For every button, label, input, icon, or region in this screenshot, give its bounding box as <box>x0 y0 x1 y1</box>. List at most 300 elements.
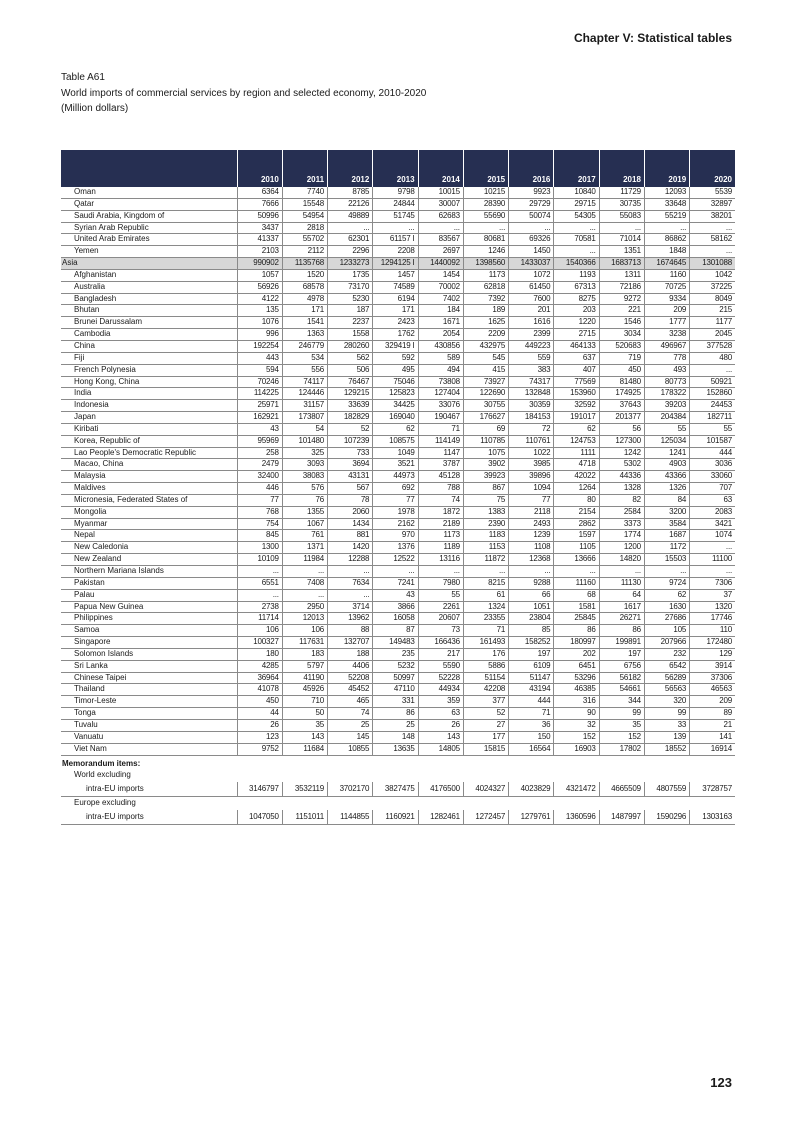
value-cell: 63 <box>418 708 463 720</box>
value-cell: 6194 <box>373 293 418 305</box>
value-cell: 2045 <box>690 329 735 341</box>
table-row <box>61 696 735 708</box>
value-cell: 15815 <box>463 743 508 755</box>
value-cell: 1617 <box>599 601 644 613</box>
value-cell: 1246 <box>463 246 508 258</box>
value-cell: 149483 <box>373 637 418 649</box>
value-cell: 5302 <box>599 459 644 471</box>
value-cell: 183 <box>282 648 327 660</box>
value-cell: 80 <box>554 494 599 506</box>
value-cell: 13962 <box>328 613 373 625</box>
value-cell: 495 <box>373 364 418 376</box>
value-cell: 1581 <box>554 601 599 613</box>
economy-name: Nepal <box>61 530 237 542</box>
value-cell: 11984 <box>282 554 327 566</box>
value-cell: 493 <box>644 364 689 376</box>
value-cell: 1300 <box>237 542 282 554</box>
value-cell: 12013 <box>282 613 327 625</box>
value-cell: 27686 <box>644 613 689 625</box>
value-cell: 184153 <box>509 412 554 424</box>
value-cell: 28390 <box>463 198 508 210</box>
value-cell: 77 <box>509 494 554 506</box>
value-cell: 152 <box>554 731 599 743</box>
value-cell: ... <box>237 589 282 601</box>
economy-name: New Caledonia <box>61 542 237 554</box>
value-cell: 235 <box>373 648 418 660</box>
value-cell: 3787 <box>418 459 463 471</box>
memo-value-cell: 1272457 <box>463 810 508 825</box>
value-cell: 4122 <box>237 293 282 305</box>
value-cell: 1022 <box>509 447 554 459</box>
imports-table <box>61 150 735 825</box>
memo-value-cell: 1282461 <box>418 810 463 825</box>
memo-label-line1: Europe excluding <box>74 798 136 808</box>
value-cell: 192254 <box>237 340 282 352</box>
value-cell: 101480 <box>282 435 327 447</box>
value-cell: 125823 <box>373 388 418 400</box>
value-cell: 188 <box>328 648 373 660</box>
value-cell: 177 <box>463 731 508 743</box>
table-row <box>61 743 735 755</box>
table-caption <box>61 70 426 117</box>
value-cell: 692 <box>373 483 418 495</box>
value-cell: 63 <box>690 494 735 506</box>
value-cell: 70002 <box>418 281 463 293</box>
value-cell: 1520 <box>282 269 327 281</box>
value-cell: 30359 <box>509 400 554 412</box>
value-cell: 71 <box>463 625 508 637</box>
value-cell: 1320 <box>690 601 735 613</box>
table-row <box>61 613 735 625</box>
value-cell: 1233273 <box>328 258 373 270</box>
value-cell: 68 <box>554 589 599 601</box>
economy-name: Solomon Islands <box>61 648 237 660</box>
value-cell: 29729 <box>509 198 554 210</box>
table-row <box>61 293 735 305</box>
value-cell: ... <box>690 566 735 578</box>
value-cell: 1398560 <box>463 258 508 270</box>
table-row <box>61 577 735 589</box>
value-cell: ... <box>599 222 644 234</box>
value-cell: 72 <box>509 423 554 435</box>
value-cell: 3200 <box>644 506 689 518</box>
value-cell: 9288 <box>509 577 554 589</box>
value-cell: ... <box>282 589 327 601</box>
value-cell: 10215 <box>463 187 508 198</box>
value-cell: 161493 <box>463 637 508 649</box>
economy-name: Lao People's Democratic Republic <box>61 447 237 459</box>
value-cell: 1558 <box>328 329 373 341</box>
value-cell: 1454 <box>418 269 463 281</box>
value-cell: 1683713 <box>599 258 644 270</box>
value-cell: 178322 <box>644 388 689 400</box>
value-cell: 2738 <box>237 601 282 613</box>
value-cell: 1371 <box>282 542 327 554</box>
value-cell: 52 <box>328 423 373 435</box>
value-cell: 7600 <box>509 293 554 305</box>
value-cell: ... <box>328 222 373 234</box>
value-cell: 996 <box>237 329 282 341</box>
value-cell: 37306 <box>690 672 735 684</box>
economy-name: Vanuatu <box>61 731 237 743</box>
value-cell: 173807 <box>282 412 327 424</box>
value-cell: 42208 <box>463 684 508 696</box>
value-cell: 637 <box>554 352 599 364</box>
value-cell: 62 <box>554 423 599 435</box>
memo-label-line2: intra-EU imports <box>61 782 237 797</box>
value-cell: 1189 <box>418 542 463 554</box>
value-cell: 1541 <box>282 317 327 329</box>
economy-name: Tonga <box>61 708 237 720</box>
value-cell: 1597 <box>554 530 599 542</box>
value-cell: 43 <box>373 589 418 601</box>
value-cell: 1160 <box>644 269 689 281</box>
value-cell: ... <box>373 566 418 578</box>
economy-name: China <box>61 340 237 352</box>
value-cell: 444 <box>690 447 735 459</box>
table-row <box>61 566 735 578</box>
year-header: 2012 <box>328 150 373 187</box>
value-cell: 106 <box>282 625 327 637</box>
value-cell: 867 <box>463 483 508 495</box>
table-row <box>61 447 735 459</box>
value-cell: 567 <box>328 483 373 495</box>
value-cell: 56289 <box>644 672 689 684</box>
value-cell: 4285 <box>237 660 282 672</box>
value-cell: 182829 <box>328 412 373 424</box>
value-cell: 1108 <box>509 542 554 554</box>
value-cell: 1193 <box>554 269 599 281</box>
value-cell: 1075 <box>463 447 508 459</box>
value-cell: 13635 <box>373 743 418 755</box>
value-cell: 53296 <box>554 672 599 684</box>
value-cell: 73170 <box>328 281 373 293</box>
value-cell: 72186 <box>599 281 644 293</box>
value-cell: 46563 <box>690 684 735 696</box>
value-cell: 11684 <box>282 743 327 755</box>
value-cell: 27 <box>463 719 508 731</box>
value-cell: 52 <box>463 708 508 720</box>
table-row <box>61 364 735 376</box>
value-cell: 143 <box>418 731 463 743</box>
value-cell: 106 <box>237 625 282 637</box>
value-cell: ... <box>328 589 373 601</box>
table-header-row <box>61 150 735 187</box>
table-row <box>61 388 735 400</box>
value-cell: 12522 <box>373 554 418 566</box>
value-cell: 50074 <box>509 210 554 222</box>
chapter-title: Chapter V: Statistical tables <box>573 31 732 45</box>
value-cell: 86 <box>599 625 644 637</box>
table-body <box>61 187 735 825</box>
value-cell: 11130 <box>599 577 644 589</box>
value-cell: 171 <box>282 305 327 317</box>
page-number: 123 <box>710 1075 732 1090</box>
value-cell: 465 <box>328 696 373 708</box>
value-cell: 74589 <box>373 281 418 293</box>
value-cell: 42022 <box>554 471 599 483</box>
value-cell: 16914 <box>690 743 735 755</box>
value-cell: 41190 <box>282 672 327 684</box>
value-cell: 1051 <box>509 601 554 613</box>
value-cell: 14820 <box>599 554 644 566</box>
value-cell: 534 <box>282 352 327 364</box>
region-name: Asia <box>61 258 237 270</box>
table-id: Table A61 <box>61 72 105 83</box>
value-cell: 1153 <box>463 542 508 554</box>
value-cell: 24453 <box>690 400 735 412</box>
economy-name: Brunei Darussalam <box>61 317 237 329</box>
value-cell: 1328 <box>599 483 644 495</box>
value-cell: 67313 <box>554 281 599 293</box>
value-cell: 6364 <box>237 187 282 198</box>
value-cell: 1111 <box>554 447 599 459</box>
value-cell: 176 <box>463 648 508 660</box>
value-cell: 85 <box>509 625 554 637</box>
value-cell: 132707 <box>328 637 373 649</box>
value-cell: 9798 <box>373 187 418 198</box>
value-cell: 788 <box>418 483 463 495</box>
value-cell: 1777 <box>644 317 689 329</box>
value-cell: 545 <box>463 352 508 364</box>
value-cell: 152860 <box>690 388 735 400</box>
economy-name: Bangladesh <box>61 293 237 305</box>
value-cell: 52228 <box>418 672 463 684</box>
value-cell: 2103 <box>237 246 282 258</box>
economy-name: Samoa <box>61 625 237 637</box>
value-cell: 1177 <box>690 317 735 329</box>
value-cell: 56 <box>599 423 644 435</box>
value-cell: 152 <box>599 731 644 743</box>
value-cell: 5886 <box>463 660 508 672</box>
value-cell: 55219 <box>644 210 689 222</box>
value-cell: 180 <box>237 648 282 660</box>
value-cell: 33639 <box>328 400 373 412</box>
economy-name: Northern Mariana Islands <box>61 566 237 578</box>
value-cell: 122690 <box>463 388 508 400</box>
value-cell: 90 <box>554 708 599 720</box>
value-cell: 280260 <box>328 340 373 352</box>
value-cell: 7634 <box>328 577 373 589</box>
memo-value-cell: 1279761 <box>509 810 554 825</box>
value-cell: 44336 <box>599 471 644 483</box>
value-cell: 51154 <box>463 672 508 684</box>
value-cell: 3373 <box>599 518 644 530</box>
value-cell: 77569 <box>554 376 599 388</box>
value-cell: 50 <box>282 708 327 720</box>
value-cell: 209 <box>644 305 689 317</box>
economy-name: Afghanistan <box>61 269 237 281</box>
value-cell: ... <box>644 566 689 578</box>
value-cell: ... <box>554 246 599 258</box>
value-cell: 25971 <box>237 400 282 412</box>
value-cell: 107239 <box>328 435 373 447</box>
value-cell: ... <box>690 364 735 376</box>
value-cell: 719 <box>599 352 644 364</box>
economy-name: Singapore <box>61 637 237 649</box>
value-cell: 41337 <box>237 234 282 246</box>
table-unit: (Million dollars) <box>61 103 129 114</box>
value-cell: 7402 <box>418 293 463 305</box>
value-cell: 6756 <box>599 660 644 672</box>
memo-value-cell: 4321472 <box>554 782 599 797</box>
value-cell: 494 <box>418 364 463 376</box>
value-cell: 56926 <box>237 281 282 293</box>
value-cell: 68578 <box>282 281 327 293</box>
value-cell: 377528 <box>690 340 735 352</box>
value-cell: 86 <box>554 625 599 637</box>
value-cell: ... <box>237 566 282 578</box>
economy-name: Kiribati <box>61 423 237 435</box>
value-cell: 2118 <box>509 506 554 518</box>
value-cell: 43194 <box>509 684 554 696</box>
economy-name: Malaysia <box>61 471 237 483</box>
table-row <box>61 246 735 258</box>
value-cell: 1630 <box>644 601 689 613</box>
value-cell: 1376 <box>373 542 418 554</box>
value-cell: 450 <box>237 696 282 708</box>
value-cell: 1616 <box>509 317 554 329</box>
memo-value-cell: 3728757 <box>690 782 735 797</box>
memo-value-cell: 4023829 <box>509 782 554 797</box>
value-cell: 180997 <box>554 637 599 649</box>
value-cell: 139 <box>644 731 689 743</box>
value-cell: 89 <box>690 708 735 720</box>
table-row <box>61 400 735 412</box>
value-cell: 4978 <box>282 293 327 305</box>
value-cell: 12093 <box>644 187 689 198</box>
value-cell: 325 <box>282 447 327 459</box>
economy-name: United Arab Emirates <box>61 234 237 246</box>
value-cell: 45128 <box>418 471 463 483</box>
value-cell: 520683 <box>599 340 644 352</box>
value-cell: 62683 <box>418 210 463 222</box>
value-cell: 430856 <box>418 340 463 352</box>
value-cell: 9724 <box>644 577 689 589</box>
value-cell: 73808 <box>418 376 463 388</box>
value-cell: 2261 <box>418 601 463 613</box>
value-cell: 5232 <box>373 660 418 672</box>
value-cell: 2493 <box>509 518 554 530</box>
value-cell: 1355 <box>282 506 327 518</box>
value-cell: 1420 <box>328 542 373 554</box>
value-cell: 2209 <box>463 329 508 341</box>
year-header: 2018 <box>599 150 644 187</box>
value-cell: ... <box>373 222 418 234</box>
value-cell: 24844 <box>373 198 418 210</box>
year-header: 2020 <box>690 150 735 187</box>
value-cell: 77 <box>373 494 418 506</box>
value-cell: 50996 <box>237 210 282 222</box>
value-cell: 1183 <box>463 530 508 542</box>
value-cell: 100327 <box>237 637 282 649</box>
table-row <box>61 601 735 613</box>
value-cell: 1735 <box>328 269 373 281</box>
value-cell: 29715 <box>554 198 599 210</box>
value-cell: 73927 <box>463 376 508 388</box>
value-cell: 110 <box>690 625 735 637</box>
table-row <box>61 198 735 210</box>
value-cell: 232 <box>644 648 689 660</box>
value-cell: 209 <box>690 696 735 708</box>
value-cell: 449223 <box>509 340 554 352</box>
value-cell: 7980 <box>418 577 463 589</box>
value-cell: 1105 <box>554 542 599 554</box>
table-row <box>61 187 735 198</box>
value-cell: 3902 <box>463 459 508 471</box>
value-cell: 76 <box>282 494 327 506</box>
value-cell: 82 <box>599 494 644 506</box>
value-cell: 7392 <box>463 293 508 305</box>
memo-value-cell: 1360596 <box>554 810 599 825</box>
table-row <box>61 483 735 495</box>
value-cell: 71 <box>418 423 463 435</box>
table-row <box>61 317 735 329</box>
value-cell: 1383 <box>463 506 508 518</box>
value-cell: 18552 <box>644 743 689 755</box>
value-cell: 127300 <box>599 435 644 447</box>
value-cell: 3421 <box>690 518 735 530</box>
value-cell: 1067 <box>282 518 327 530</box>
value-cell: 754 <box>237 518 282 530</box>
value-cell: 1200 <box>599 542 644 554</box>
value-cell: 99 <box>644 708 689 720</box>
value-cell: 169040 <box>373 412 418 424</box>
value-cell: 383 <box>509 364 554 376</box>
memo-value-cell: 3146797 <box>237 782 282 797</box>
value-cell: 6109 <box>509 660 554 672</box>
value-cell: 78 <box>328 494 373 506</box>
value-cell: 1978 <box>373 506 418 518</box>
value-cell: 187 <box>328 305 373 317</box>
value-cell: 124446 <box>282 388 327 400</box>
value-cell: ... <box>509 222 554 234</box>
table-row <box>61 281 735 293</box>
table-row <box>61 719 735 731</box>
value-cell: 1241 <box>644 447 689 459</box>
value-cell: 71 <box>509 708 554 720</box>
value-cell: 52208 <box>328 672 373 684</box>
value-cell: 36 <box>509 719 554 731</box>
value-cell: 5797 <box>282 660 327 672</box>
value-cell: 49889 <box>328 210 373 222</box>
value-cell: 5590 <box>418 660 463 672</box>
value-cell: 32400 <box>237 471 282 483</box>
value-cell: 761 <box>282 530 327 542</box>
value-cell: 37643 <box>599 400 644 412</box>
value-cell: 162921 <box>237 412 282 424</box>
table-row <box>61 412 735 424</box>
value-cell: 189 <box>463 305 508 317</box>
table-row <box>61 435 735 447</box>
value-cell: 26 <box>237 719 282 731</box>
value-cell: 1239 <box>509 530 554 542</box>
table-row <box>61 234 735 246</box>
value-cell: 32592 <box>554 400 599 412</box>
table-row <box>61 672 735 684</box>
value-cell: 33060 <box>690 471 735 483</box>
value-cell: 39896 <box>509 471 554 483</box>
value-cell: 58162 <box>690 234 735 246</box>
value-cell: 556 <box>282 364 327 376</box>
value-cell: 1042 <box>690 269 735 281</box>
memo-value-cell: 1047050 <box>237 810 282 825</box>
value-cell: 8215 <box>463 577 508 589</box>
value-cell: 450 <box>599 364 644 376</box>
table-title: World imports of commercial services by region and selected economy, 2010-2020 <box>61 87 427 99</box>
value-cell: 174925 <box>599 388 644 400</box>
year-header: 2011 <box>282 150 327 187</box>
